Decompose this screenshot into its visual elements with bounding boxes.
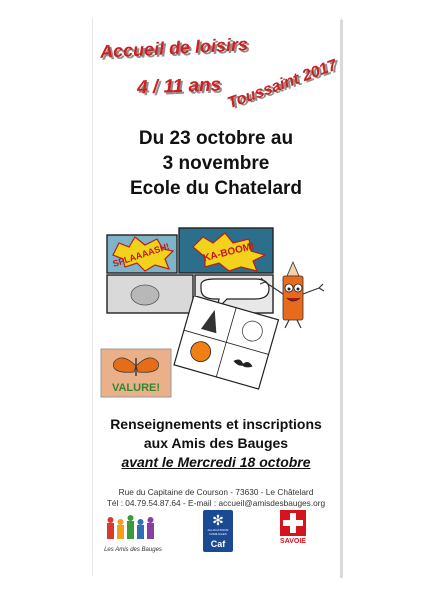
logo-amis-des-bauges	[103, 513, 163, 551]
address-line: Rue du Capitaine de Courson - 73630 - Le Châtelard	[118, 487, 314, 497]
logo-caf	[203, 510, 233, 552]
flyer-shadow	[340, 20, 343, 578]
title-season: Toussaint 2017	[225, 56, 340, 113]
amis-logo-text: Les Amis des Bauges	[104, 547, 162, 553]
caf-snowflake-icon: ✻	[212, 512, 224, 528]
logo-savoie	[278, 510, 308, 550]
pencil-legs	[285, 320, 301, 328]
pencil-pupil-right	[297, 288, 300, 291]
butterfly-sticker	[100, 348, 172, 398]
sticker-text: VALURE!	[111, 382, 161, 394]
caf-subtitle: ALLOCATIONS FAMILIALES	[207, 528, 229, 536]
burst-1-text: SPLAAAASH!	[111, 241, 171, 269]
contact-line: Tél : 04.79.54.87.64 - E-mail : accueil@amisdesbauges.org	[106, 498, 326, 508]
pencil-tip	[287, 262, 299, 276]
title-accueil: Accueil de loisirs	[99, 34, 249, 62]
info-line-2: aux Amis des Bauges	[143, 435, 289, 451]
savoie-label: SAVOIE	[280, 538, 306, 545]
info-line-1: Renseignements et inscriptions	[110, 416, 322, 432]
dates-line-2: 3 novembre	[162, 153, 270, 174]
dates-line-1: Du 23 octobre au	[138, 128, 294, 149]
savoie-cross-icon	[280, 510, 306, 536]
burst-2-text: KA-BOOM!	[202, 240, 256, 265]
halloween-collage	[170, 296, 280, 390]
caf-label: Caf	[210, 539, 226, 549]
dates-line-3: Ecole du Chatelard	[129, 178, 303, 199]
pencil-pupil-left	[288, 288, 291, 291]
amis-figures-icon	[103, 513, 163, 543]
title-age-range: 4 / 11 ans	[136, 74, 222, 99]
info-deadline: avant le Mercredi 18 octobre	[121, 454, 311, 470]
pencil-arm-right	[303, 284, 324, 294]
explosion-cloud	[131, 285, 159, 305]
pencil-arm-left	[260, 278, 283, 294]
